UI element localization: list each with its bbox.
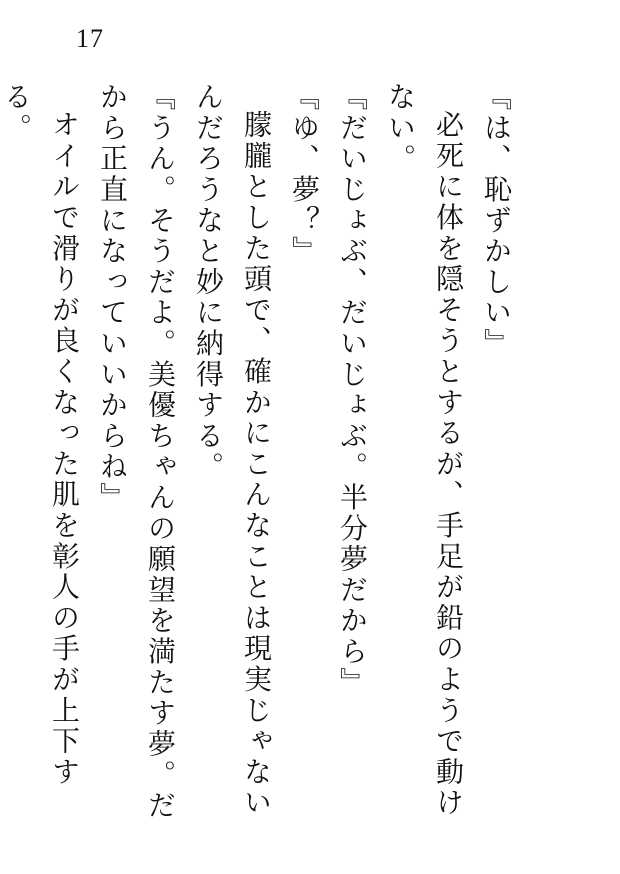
narration-paragraph: オイルで滑りが良くなった肌を彰人の手が上下する。: [0, 82, 81, 788]
page-number: 17: [76, 24, 104, 53]
dialogue-line: 『ゆ、夢？』: [288, 82, 321, 267]
narration-paragraph: 必死に体を隠そうとするが、手足が鉛のようで動けない。: [384, 82, 465, 819]
dialogue-line: 『うん。そうだよ。美優ちゃんの願望を満たす夢。だから正直になっていいからね』: [96, 82, 177, 822]
vertical-text-body: [0, 82, 520, 842]
dialogue-line: 『だいじょぶ、だいじょぶ。半分夢だから』: [336, 82, 369, 698]
narration-paragraph: 朦朧とした頭で、確かにこんなことは現実じゃないんだろうなと妙に納得する。: [192, 82, 273, 819]
dialogue-line: 『は、恥ずかしい』: [480, 82, 513, 360]
